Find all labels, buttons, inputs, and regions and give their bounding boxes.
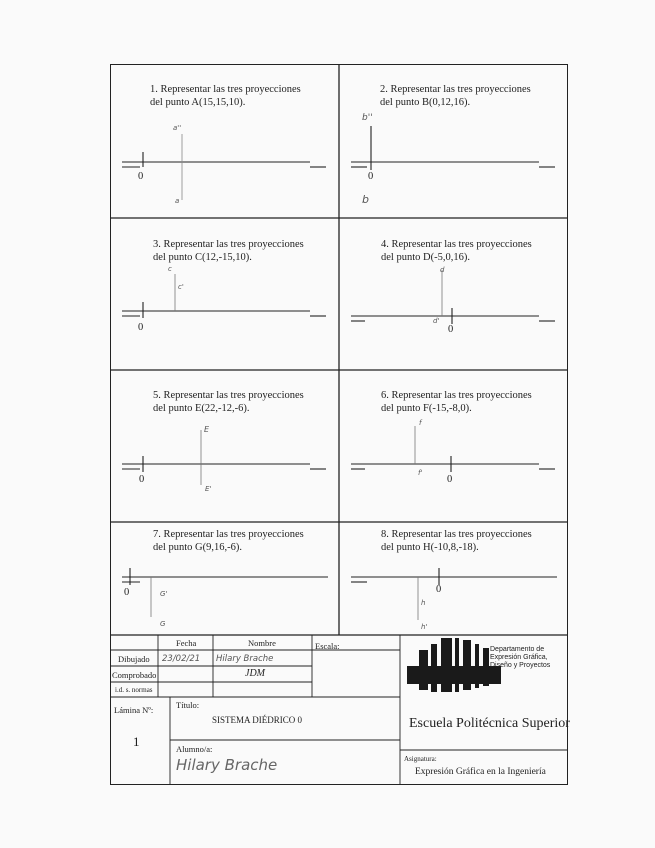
exercise-1-zero: 0 (138, 171, 144, 182)
exercise-3-zero: 0 (138, 322, 144, 333)
titulo-label: Título: (176, 700, 200, 710)
exercise-5-label-vertical: E (204, 425, 210, 434)
exercise-4-title: 4. Representar las tres proyecciones (381, 239, 532, 250)
exercise-4-label-horizontal: d' (433, 317, 440, 325)
exercise-5-zero: 0 (139, 474, 145, 485)
exercise-2-point: del punto B(0,12,16). (380, 97, 471, 108)
exercise-7-label-horizontal: G (160, 620, 166, 628)
exercise-5-title: 5. Representar las tres proyecciones (153, 390, 304, 401)
department-name: Departamento de Expresión Gráfica, Diseño y Proyectos (490, 646, 551, 669)
exercise-6-label-horizontal: f' (418, 469, 423, 477)
exercise-3-title: 3. Representar las tres proyecciones (153, 239, 304, 250)
titulo-value: SISTEMA DIÉDRICO 0 (212, 715, 303, 725)
lamina-number: 1 (133, 734, 140, 749)
alumno-value: Hilary Brache (176, 756, 278, 774)
school-name: Escuela Politécnica Superior (409, 716, 570, 731)
exercise-8-zero: 0 (436, 584, 442, 595)
exercise-5-label-horizontal: E' (205, 485, 212, 493)
exercise-5-point: del punto E(22,-12,-6). (153, 403, 250, 414)
dibujado-fecha: 23/02/21 (162, 654, 201, 664)
comprobado-nombre: JDM (245, 668, 265, 679)
exercise-4-zero: 0 (448, 324, 454, 335)
exercise-6-zero: 0 (447, 474, 453, 485)
col-fecha: Fecha (176, 638, 197, 648)
exercise-7-label-vertical: G' (160, 590, 168, 598)
exercise-1-label-horizontal: a (175, 197, 180, 205)
exercise-7-title: 7. Representar las tres proyecciones (153, 529, 304, 540)
exercise-8-point: del punto H(-10,8,-18). (381, 542, 479, 553)
exercise-1-title: 1. Representar las tres proyecciones (150, 84, 301, 95)
col-nombre: Nombre (248, 638, 276, 648)
exercise-2-label-horizontal: b (362, 193, 369, 206)
asignatura-value: Expresión Gráfica en la Ingeniería (415, 767, 546, 777)
exercise-2-title: 2. Representar las tres proyecciones (380, 84, 531, 95)
row-comprobado: Comprobado (112, 670, 157, 680)
asignatura-label: Asignatura: (404, 755, 437, 763)
exercise-3-point: del punto C(12,-15,10). (153, 252, 252, 263)
exercise-1-label-vertical: a'' (173, 124, 182, 132)
exercise-2-label-vertical: b'' (362, 113, 373, 123)
exercise-6-point: del punto F(-15,-8,0). (381, 403, 472, 414)
dibujado-nombre: Hilary Brache (216, 654, 274, 664)
escala-label: Escala: (315, 641, 340, 651)
exercise-6-label-vertical: f (419, 419, 422, 427)
exercise-7-zero: 0 (124, 587, 130, 598)
exercise-4-point: del punto D(-5,0,16). (381, 252, 470, 263)
row-normas: i.d. s. normas (115, 686, 153, 694)
exercise-3-label-vertical: c (168, 265, 172, 273)
exercise-3-label-horizontal: c' (178, 283, 184, 291)
exercise-1-point: del punto A(15,15,10). (150, 97, 246, 108)
exercise-4-label-vertical: d (440, 266, 445, 274)
exercise-2-zero: 0 (368, 171, 374, 182)
exercise-8-label-horizontal: h' (421, 623, 428, 631)
lamina-label: Lámina Nº: (114, 705, 154, 715)
exercise-7-point: del punto G(9,16,-6). (153, 542, 242, 553)
row-dibujado: Dibujado (118, 654, 150, 664)
alumno-label: Alumno/a: (176, 744, 213, 754)
exercise-8-label-vertical: h (421, 599, 426, 607)
exercise-8-title: 8. Representar las tres proyecciones (381, 529, 532, 540)
exercise-6-title: 6. Representar las tres proyecciones (381, 390, 532, 401)
